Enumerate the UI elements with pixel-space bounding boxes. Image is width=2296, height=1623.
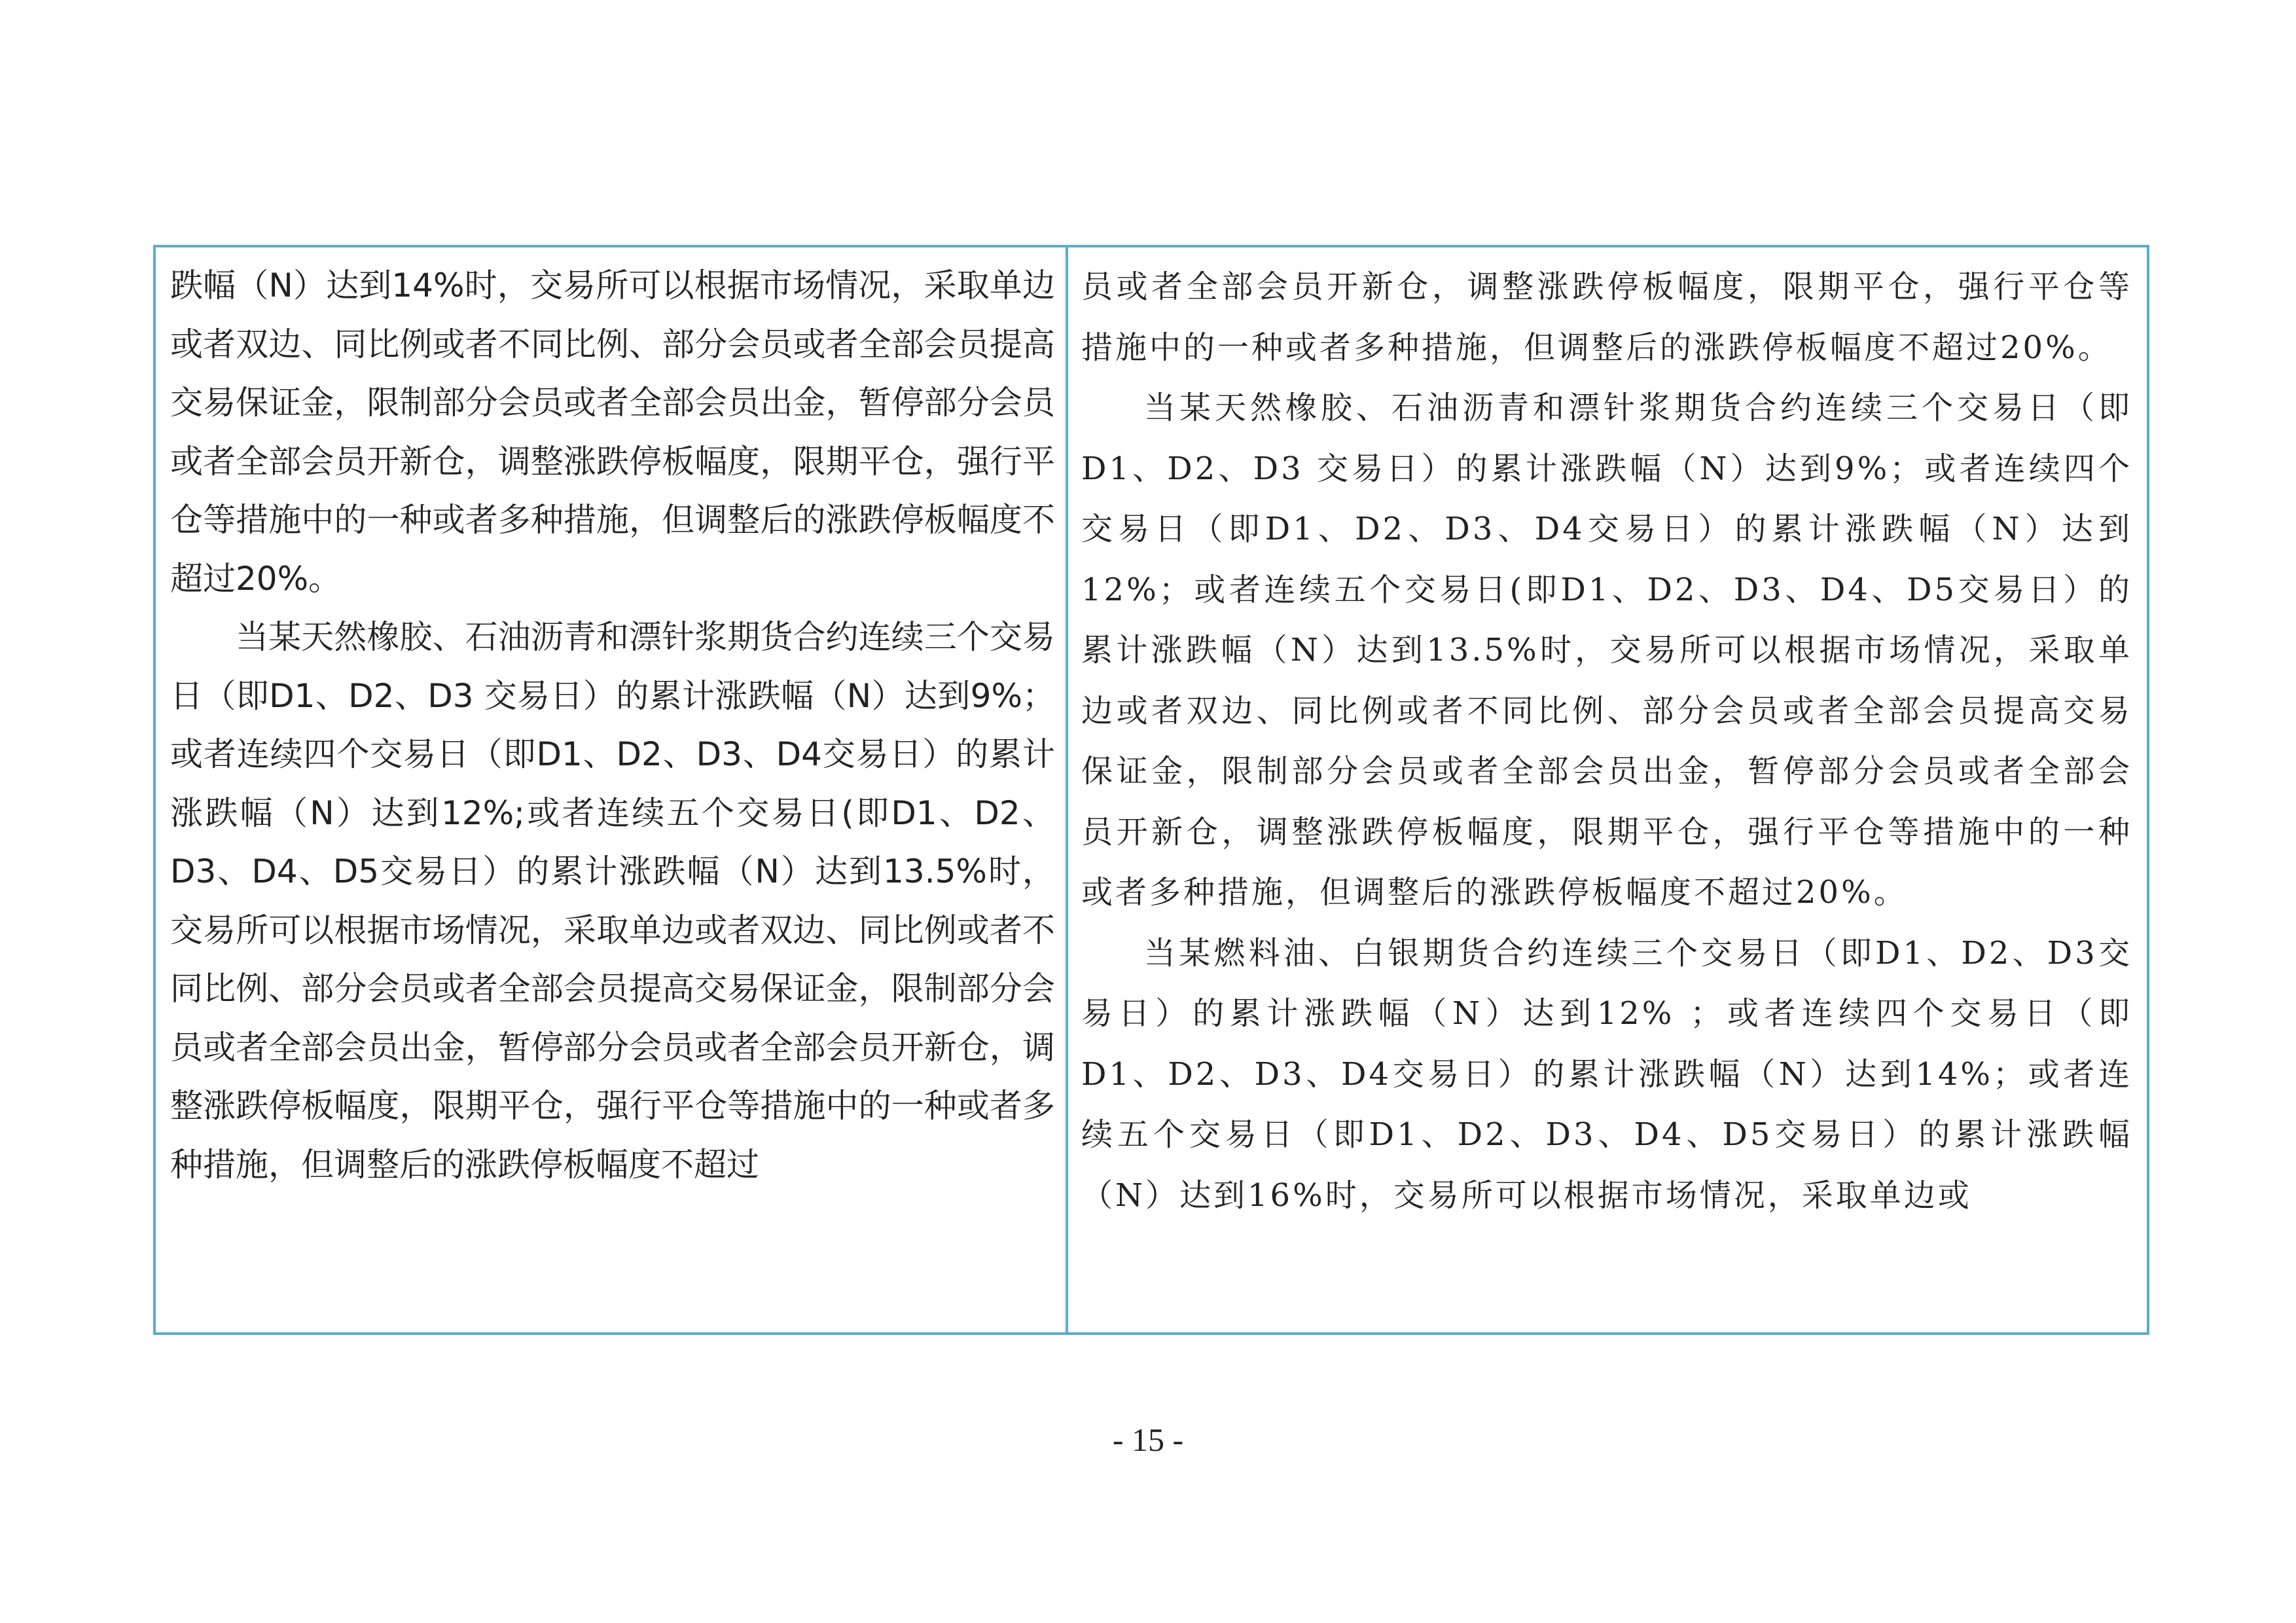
left-column-cell xyxy=(156,247,1068,1332)
page-number: - 15 - xyxy=(1112,1421,1184,1458)
right-paragraph-2: 当某天然橡胶、石油沥青和漂针浆期货合约连续三个交易日（即D1、D2、D3 交易日）的累计涨跌幅（N）达到9%；或者连续四个交易日（即D1、D2、D3、D4交易日）的累计涨跌幅（N）达到12%；或者连续五个交易日(即D1、D2、D3、D4、D5交易日）的累计涨跌幅（N）达到13.5%时，交易所可以根据市场情况，采取单边或者双边、同比例或者不同比例、部分会员或者全部会员提高交易保证金，限制部分会员或者全部会员出金，暂停部分会员或者全部会员开新仓，调整涨跌停板幅度，限期平仓，强行平仓等措施中的一种或者多种措施，但调整后的涨跌停板幅度不超过20%。 xyxy=(1081,390,2132,911)
right-paragraph-1: 员或者全部会员开新仓，调整涨跌停板幅度，限期平仓，强行平仓等措施中的一种或者多种措施，但调整后的涨跌停板幅度不超过20%。 xyxy=(1081,268,2132,366)
right-paragraph-3: 当某燃料油、白银期货合约连续三个交易日（即D1、D2、D3交易日）的累计涨跌幅（N）达到12% ；或者连续四个交易日（即D1、D2、D3、D4交易日）的累计涨跌幅（N）达到14%；或者连续五个交易日（即D1、D2、D3、D4、D5交易日）的累计涨跌幅（N）达到16%时，交易所可以根据市场情况，采取单边或 xyxy=(1081,934,2132,1214)
left-paragraph-1: 跌幅（N）达到14%时，交易所可以根据市场情况，采取单边或者双边、同比例或者不同比例、部分会员或者全部会员提高交易保证金，限制部分会员或者全部会员出金，暂停部分会员或者全部会员开新仓，调整涨跌停板幅度，限期平仓，强行平仓等措施中的一种或者多种措施，但调整后的涨跌停板幅度不超过20%。 xyxy=(170,266,1055,598)
comparison-table xyxy=(153,245,2149,1335)
right-column-cell xyxy=(1068,247,2147,1332)
left-paragraph-2: 当某天然橡胶、石油沥青和漂针浆期货合约连续三个交易日（即D1、D2、D3 交易日）的累计涨跌幅（N）达到9%；或者连续四个交易日（即D1、D2、D3、D4交易日）的累计涨跌幅（N）达到12%;或者连续五个交易日(即D1、D2、D3、D4、D5交易日）的累计涨跌幅（N）达到13.5%时，交易所可以根据市场情况，采取单边或者双边、同比例或者不同比例、部分会员或者全部会员提高交易保证金，限制部分会员或者全部会员出金，暂停部分会员或者全部会员开新仓，调整涨跌停板幅度，限期平仓，强行平仓等措施中的一种或者多种措施，但调整后的涨跌停板幅度不超过 xyxy=(170,618,1055,1184)
